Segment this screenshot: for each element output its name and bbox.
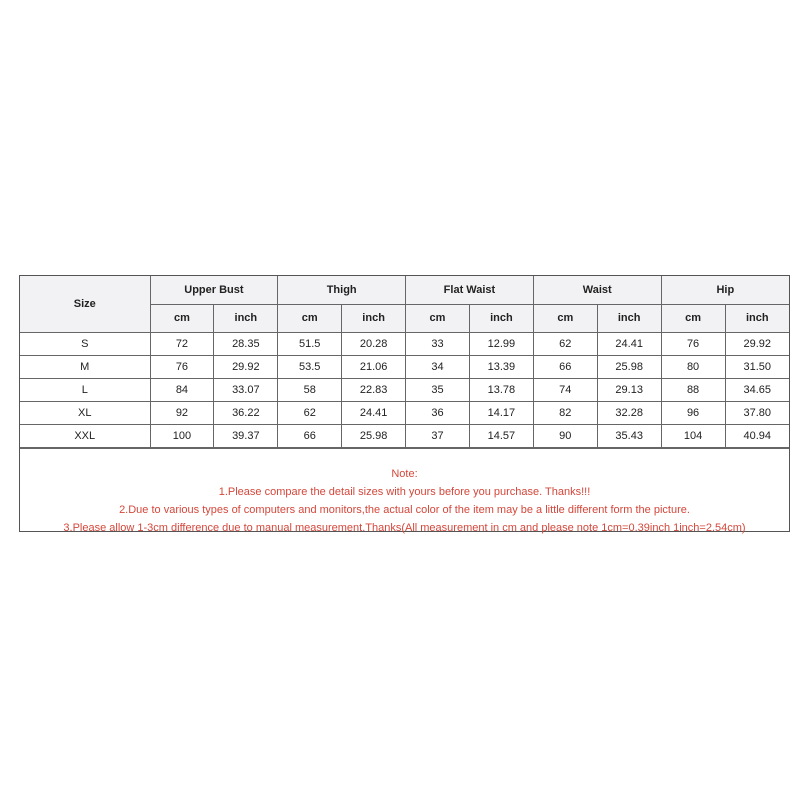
value-cell: 72 bbox=[150, 333, 214, 356]
size-header: Size bbox=[20, 276, 150, 333]
value-cell: 29.92 bbox=[214, 356, 278, 379]
value-cell: 51.5 bbox=[278, 333, 342, 356]
size-cell: M bbox=[20, 356, 150, 379]
value-cell: 33 bbox=[406, 333, 470, 356]
table-row bbox=[20, 402, 789, 425]
note-section bbox=[20, 448, 789, 537]
value-cell: 66 bbox=[278, 425, 342, 448]
note-title: Note: bbox=[391, 468, 418, 480]
note-line-2: 2.Due to various types of computers and monitors,the actual color of the item may be a little different form the picture. bbox=[119, 504, 690, 516]
unit-header: inch bbox=[469, 305, 533, 333]
group-header-waist: Waist bbox=[533, 276, 661, 305]
unit-header: inch bbox=[342, 305, 406, 333]
group-header-upper-bust: Upper Bust bbox=[150, 276, 278, 305]
size-cell: XL bbox=[20, 402, 150, 425]
value-cell: 76 bbox=[150, 356, 214, 379]
unit-header: cm bbox=[533, 305, 597, 333]
value-cell: 40.94 bbox=[725, 425, 789, 448]
value-cell: 36 bbox=[406, 402, 470, 425]
value-cell: 36.22 bbox=[214, 402, 278, 425]
unit-header: cm bbox=[150, 305, 214, 333]
value-cell: 37.80 bbox=[725, 402, 789, 425]
value-cell: 14.17 bbox=[469, 402, 533, 425]
value-cell: 80 bbox=[661, 356, 725, 379]
value-cell: 100 bbox=[150, 425, 214, 448]
value-cell: 20.28 bbox=[342, 333, 406, 356]
value-cell: 90 bbox=[533, 425, 597, 448]
value-cell: 32.28 bbox=[597, 402, 661, 425]
value-cell: 24.41 bbox=[342, 402, 406, 425]
size-cell: S bbox=[20, 333, 150, 356]
value-cell: 34.65 bbox=[725, 379, 789, 402]
value-cell: 53.5 bbox=[278, 356, 342, 379]
size-chart bbox=[19, 275, 790, 532]
unit-header: inch bbox=[597, 305, 661, 333]
value-cell: 82 bbox=[533, 402, 597, 425]
value-cell: 88 bbox=[661, 379, 725, 402]
value-cell: 35.43 bbox=[597, 425, 661, 448]
table-row bbox=[20, 333, 789, 356]
value-cell: 25.98 bbox=[342, 425, 406, 448]
value-cell: 37 bbox=[406, 425, 470, 448]
size-table bbox=[20, 276, 789, 448]
value-cell: 21.06 bbox=[342, 356, 406, 379]
header-row-groups bbox=[20, 276, 789, 305]
value-cell: 58 bbox=[278, 379, 342, 402]
value-cell: 62 bbox=[278, 402, 342, 425]
value-cell: 104 bbox=[661, 425, 725, 448]
value-cell: 12.99 bbox=[469, 333, 533, 356]
unit-header: cm bbox=[661, 305, 725, 333]
table-row bbox=[20, 379, 789, 402]
unit-header: cm bbox=[278, 305, 342, 333]
value-cell: 29.13 bbox=[597, 379, 661, 402]
unit-header: inch bbox=[725, 305, 789, 333]
value-cell: 92 bbox=[150, 402, 214, 425]
value-cell: 24.41 bbox=[597, 333, 661, 356]
group-header-hip: Hip bbox=[661, 276, 789, 305]
value-cell: 31.50 bbox=[725, 356, 789, 379]
value-cell: 39.37 bbox=[214, 425, 278, 448]
value-cell: 14.57 bbox=[469, 425, 533, 448]
value-cell: 35 bbox=[406, 379, 470, 402]
value-cell: 34 bbox=[406, 356, 470, 379]
value-cell: 76 bbox=[661, 333, 725, 356]
note-line-1: 1.Please compare the detail sizes with yours before you purchase. Thanks!!! bbox=[218, 486, 591, 498]
group-header-thigh: Thigh bbox=[278, 276, 406, 305]
table-row bbox=[20, 425, 789, 448]
table-row bbox=[20, 356, 789, 379]
value-cell: 84 bbox=[150, 379, 214, 402]
value-cell: 96 bbox=[661, 402, 725, 425]
unit-header: cm bbox=[406, 305, 470, 333]
value-cell: 29.92 bbox=[725, 333, 789, 356]
value-cell: 33.07 bbox=[214, 379, 278, 402]
note-line-3: 3.Please allow 1-3cm difference due to manual measurement.Thanks(All measurement in cm and please note 1cm=0.39inch 1inch=2.54cm) bbox=[63, 522, 746, 534]
value-cell: 22.83 bbox=[342, 379, 406, 402]
unit-header: inch bbox=[214, 305, 278, 333]
value-cell: 25.98 bbox=[597, 356, 661, 379]
value-cell: 66 bbox=[533, 356, 597, 379]
value-cell: 62 bbox=[533, 333, 597, 356]
group-header-flat-waist: Flat Waist bbox=[406, 276, 534, 305]
value-cell: 28.35 bbox=[214, 333, 278, 356]
size-cell: L bbox=[20, 379, 150, 402]
value-cell: 13.39 bbox=[469, 356, 533, 379]
value-cell: 74 bbox=[533, 379, 597, 402]
size-cell: XXL bbox=[20, 425, 150, 448]
value-cell: 13.78 bbox=[469, 379, 533, 402]
